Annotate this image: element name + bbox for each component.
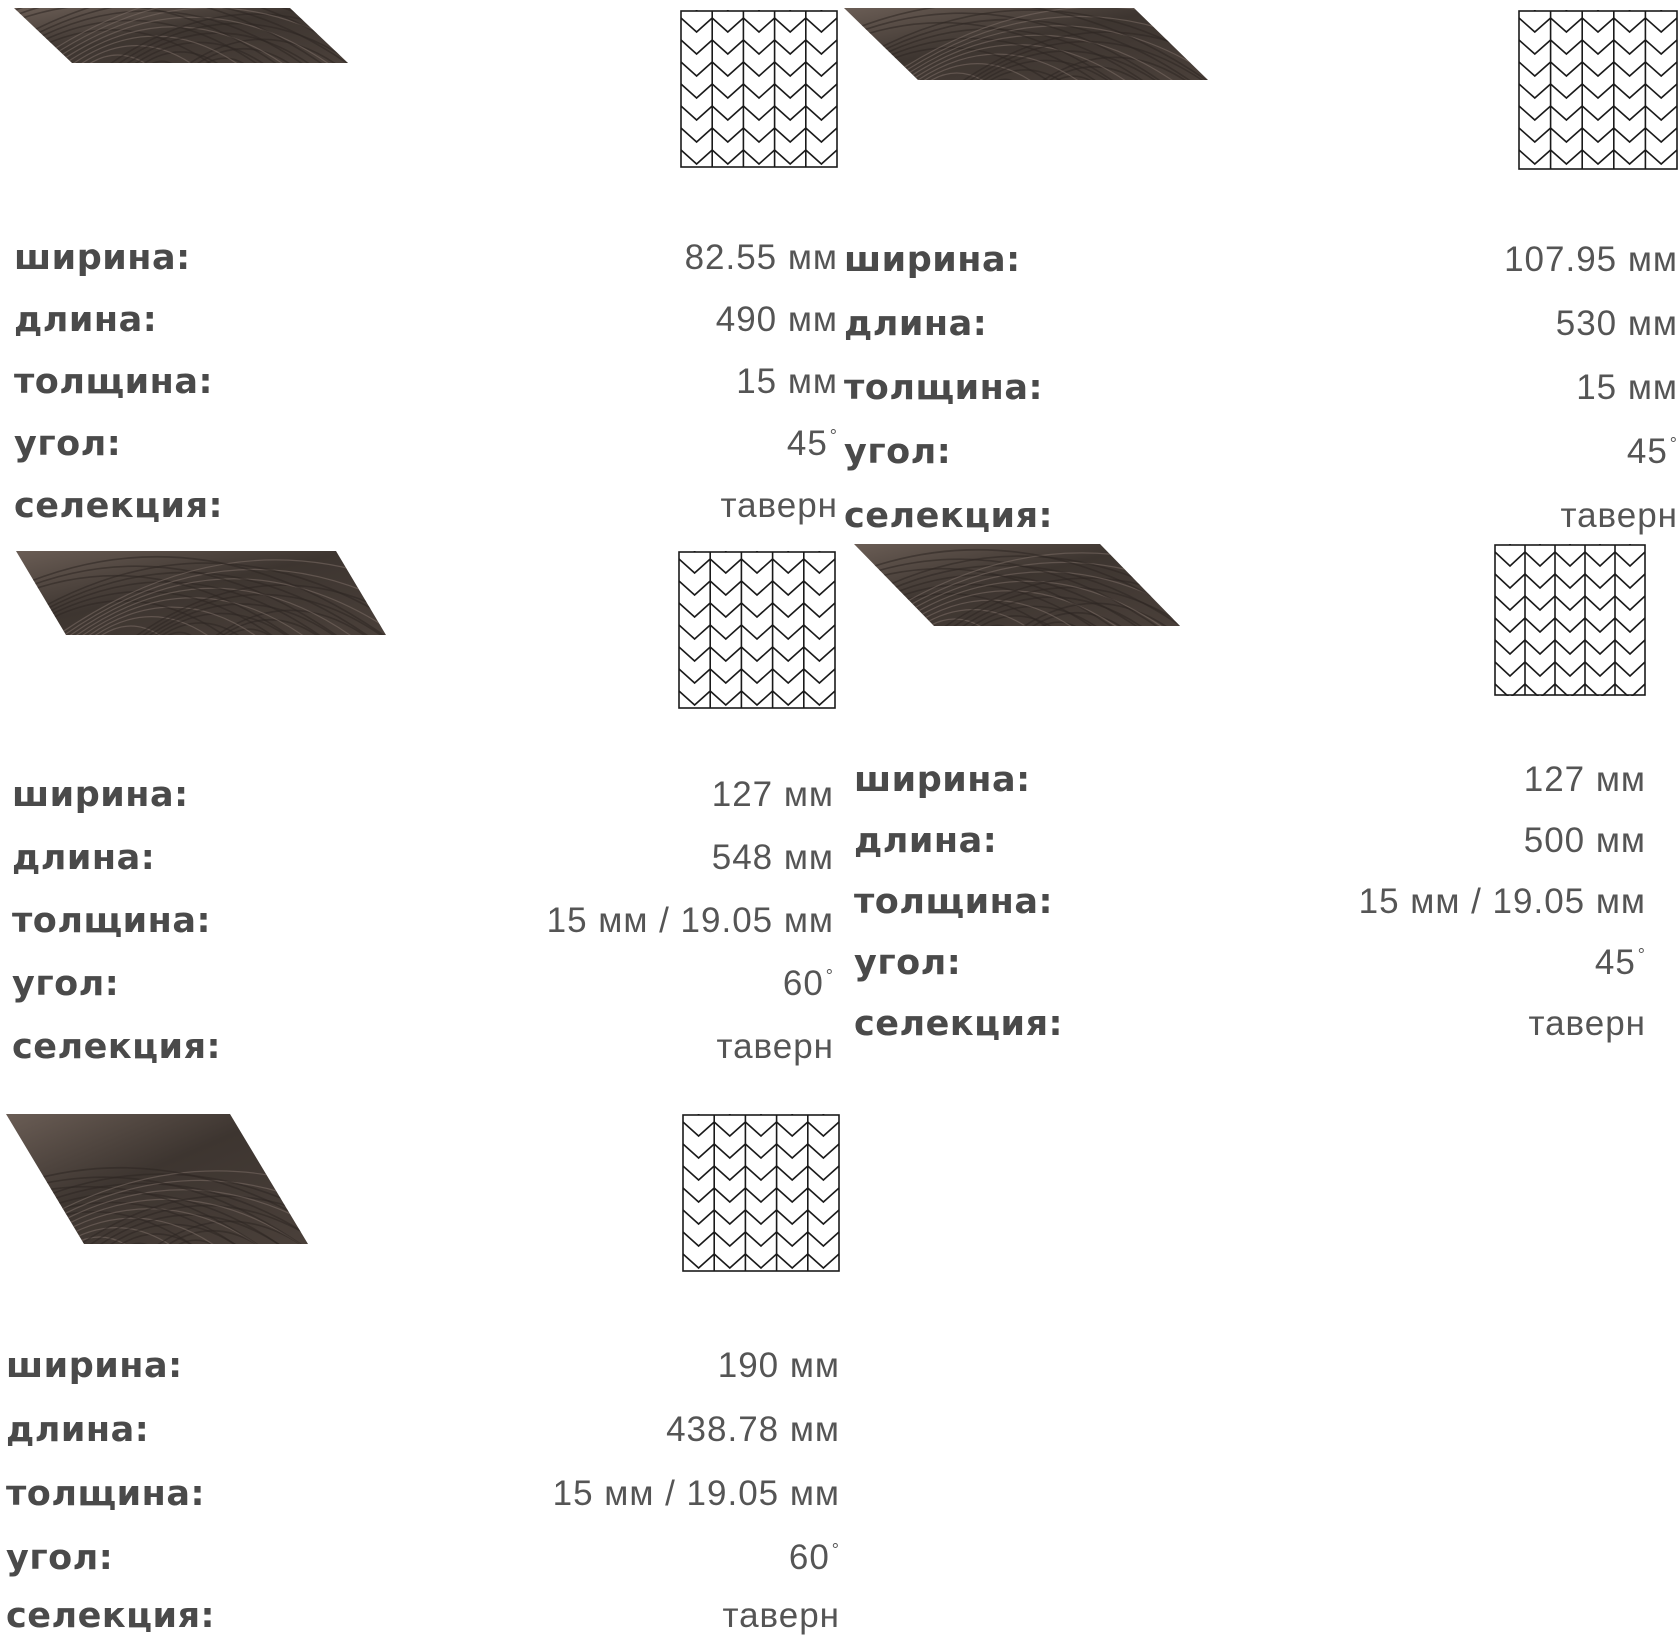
spec-label: ширина: xyxy=(12,775,189,815)
wood-plank-image xyxy=(14,8,354,66)
spec-label: длина: xyxy=(14,300,158,340)
spec-value: таверн xyxy=(1528,1004,1646,1043)
product-card-5 xyxy=(6,1114,840,1640)
spec-angle xyxy=(12,962,834,1006)
degree-sign: ° xyxy=(829,426,838,447)
spec-label: толщина: xyxy=(14,362,213,402)
spec-length xyxy=(6,1408,840,1452)
wood-plank-image xyxy=(844,8,1214,84)
spec-label: толщина: xyxy=(844,368,1043,408)
spec-width xyxy=(854,758,1646,802)
spec-value: таверн xyxy=(1560,496,1678,535)
spec-value: 60 ° xyxy=(788,1538,840,1577)
spec-value: 107.95 мм xyxy=(1504,240,1678,279)
spec-label: селекция: xyxy=(14,486,224,526)
spec-label: длина: xyxy=(854,821,998,861)
spec-value: 530 мм xyxy=(1555,304,1678,343)
spec-value: 45 ° xyxy=(786,424,838,463)
plank-shape xyxy=(6,1114,308,1244)
spec-value: 548 мм xyxy=(711,838,834,877)
spec-length xyxy=(854,819,1646,863)
degree-sign: ° xyxy=(1637,945,1646,966)
spec-label: толщина: xyxy=(12,901,211,941)
chevron-parquet-pattern-icon xyxy=(678,551,836,709)
spec-length xyxy=(12,836,834,880)
spec-label: толщина: xyxy=(854,882,1053,922)
spec-value: 15 мм / 19.05 мм xyxy=(1358,882,1646,921)
spec-thickness xyxy=(14,360,838,404)
spec-length xyxy=(844,302,1678,346)
spec-label: ширина: xyxy=(854,760,1031,800)
spec-value: 15 мм / 19.05 мм xyxy=(552,1474,840,1513)
spec-value: 60 ° xyxy=(782,964,834,1003)
spec-selection xyxy=(14,484,838,528)
product-card-2 xyxy=(844,8,1678,538)
spec-width xyxy=(844,238,1678,282)
spec-label: селекция: xyxy=(12,1027,222,1067)
spec-label: длина: xyxy=(12,838,156,878)
spec-label: толщина: xyxy=(6,1474,205,1514)
product-card-4 xyxy=(854,544,1646,1044)
spec-selection xyxy=(12,1025,834,1069)
degree-sign: ° xyxy=(825,966,834,987)
spec-value: 82.55 мм xyxy=(684,238,838,277)
chevron-parquet-pattern-icon xyxy=(1518,10,1678,170)
spec-value: 15 мм / 19.05 мм xyxy=(546,901,834,940)
spec-label: ширина: xyxy=(844,240,1021,280)
spec-value: 15 мм xyxy=(1576,368,1678,407)
spec-value: 127 мм xyxy=(1523,760,1646,799)
wood-plank-image xyxy=(854,544,1184,630)
spec-thickness xyxy=(844,366,1678,410)
spec-selection xyxy=(854,1002,1646,1046)
spec-width xyxy=(14,236,838,280)
spec-label: угол: xyxy=(14,424,122,464)
spec-value: 438.78 мм xyxy=(666,1410,840,1449)
spec-thickness xyxy=(854,880,1646,924)
spec-value: 15 мм xyxy=(736,362,838,401)
spec-value: 45 ° xyxy=(1594,943,1646,982)
wood-plank-image xyxy=(6,1114,312,1248)
spec-value: таверн xyxy=(716,1027,834,1066)
spec-label: угол: xyxy=(6,1538,114,1578)
spec-value: 500 мм xyxy=(1523,821,1646,860)
spec-width xyxy=(6,1344,840,1388)
spec-label: угол: xyxy=(12,964,120,1004)
spec-value: таверн xyxy=(720,486,838,525)
spec-angle xyxy=(844,430,1678,474)
spec-width xyxy=(12,773,834,817)
wood-plank-image xyxy=(16,551,392,637)
spec-angle xyxy=(14,422,838,466)
spec-value: 127 мм xyxy=(711,775,834,814)
spec-label: длина: xyxy=(6,1410,150,1450)
chevron-parquet-pattern-icon xyxy=(1494,544,1646,696)
spec-value: 45 ° xyxy=(1626,432,1678,471)
spec-selection xyxy=(844,494,1678,538)
spec-label: селекция: xyxy=(6,1596,216,1636)
spec-label: угол: xyxy=(854,943,962,983)
spec-label: селекция: xyxy=(854,1004,1064,1044)
spec-label: длина: xyxy=(844,304,988,344)
spec-selection xyxy=(6,1594,840,1638)
degree-sign: ° xyxy=(1669,434,1678,455)
spec-value: таверн xyxy=(722,1596,840,1635)
spec-value: 190 мм xyxy=(717,1346,840,1385)
spec-label: ширина: xyxy=(14,238,191,278)
spec-angle xyxy=(854,941,1646,985)
spec-angle xyxy=(6,1536,840,1580)
spec-length xyxy=(14,298,838,342)
spec-value: 490 мм xyxy=(715,300,838,339)
chevron-parquet-pattern-icon xyxy=(682,1114,840,1272)
degree-sign: ° xyxy=(831,1540,840,1561)
spec-thickness xyxy=(12,899,834,943)
spec-thickness xyxy=(6,1472,840,1516)
spec-label: селекция: xyxy=(844,496,1054,536)
product-card-1 xyxy=(14,8,838,538)
chevron-parquet-pattern-icon xyxy=(680,10,838,168)
product-card-3 xyxy=(12,551,834,1076)
spec-label: ширина: xyxy=(6,1346,183,1386)
spec-label: угол: xyxy=(844,432,952,472)
